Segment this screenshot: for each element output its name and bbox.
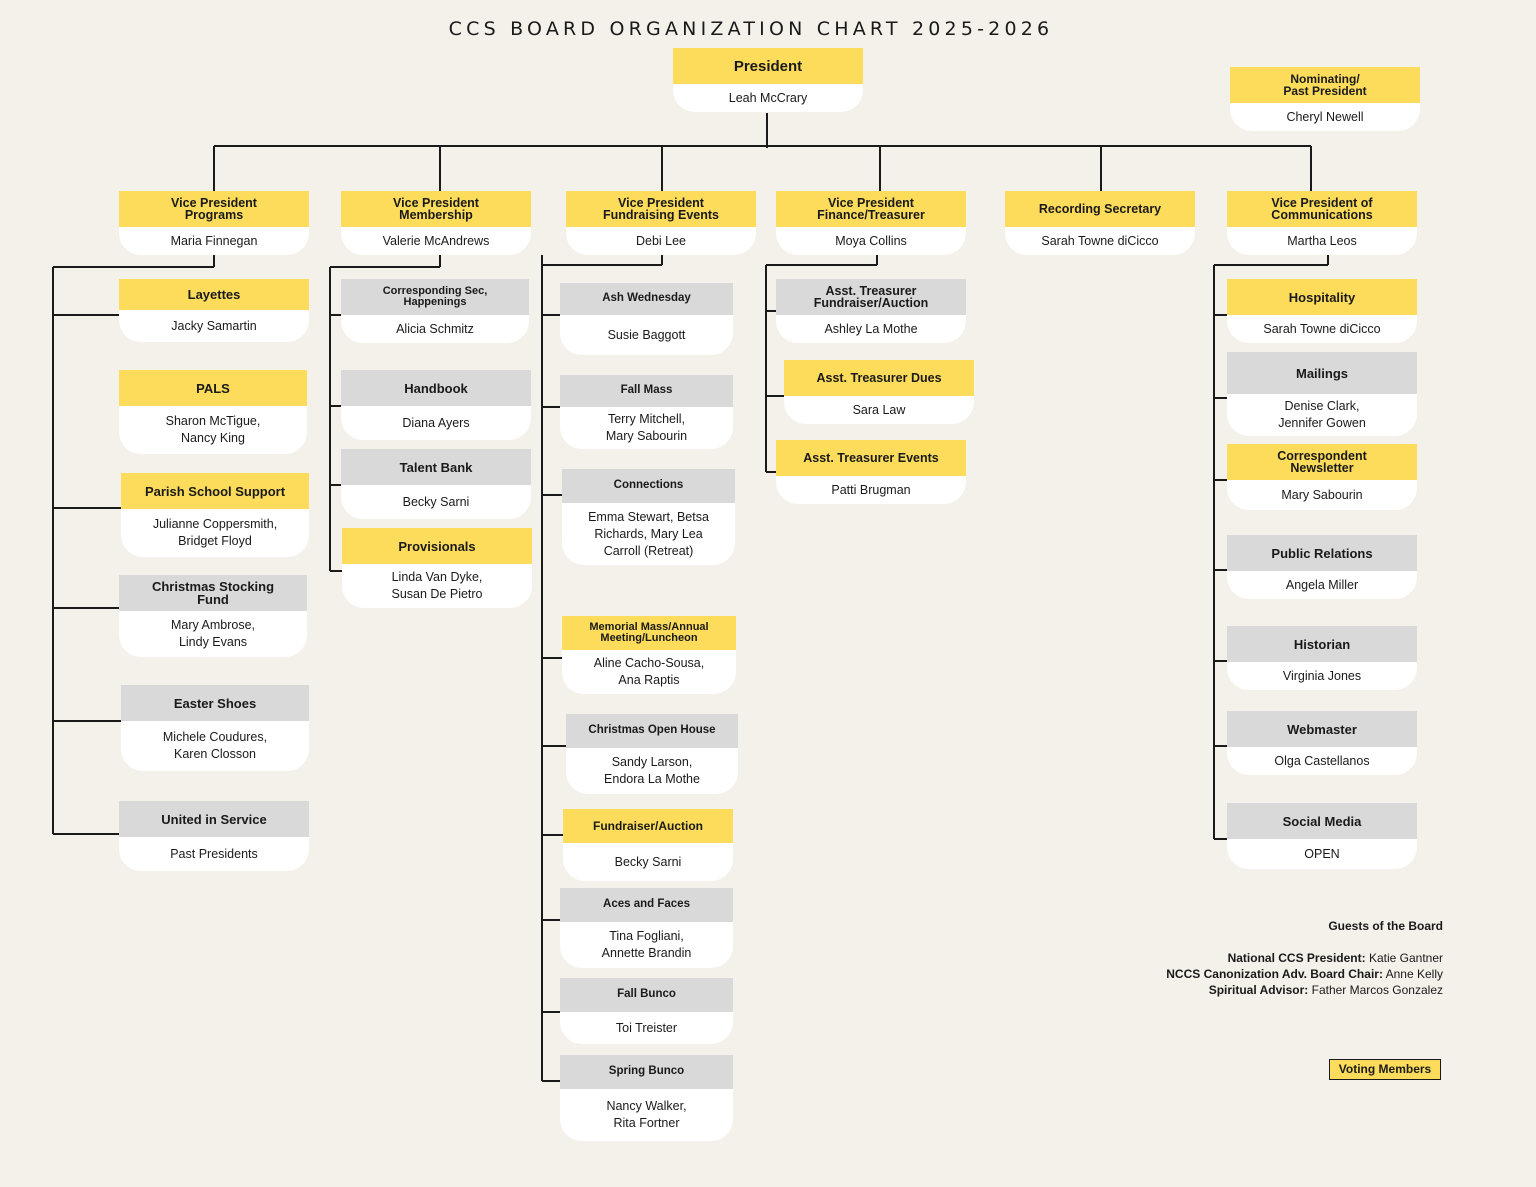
member-name: Cheryl Newell: [1230, 103, 1420, 131]
role-title: Social Media: [1227, 803, 1417, 839]
role-title: Christmas Open House: [566, 714, 738, 748]
member-name: Becky Sarni: [563, 843, 733, 881]
role-title: Talent Bank: [341, 449, 531, 485]
member-name: Diana Ayers: [341, 406, 531, 440]
member-name: Terry Mitchell, Mary Sabourin: [560, 407, 733, 449]
org-box-connections: [562, 469, 735, 565]
role-title: Public Relations: [1227, 535, 1417, 571]
org-box-provisionals: [342, 528, 532, 608]
member-name: Aline Cacho-Sousa, Ana Raptis: [562, 650, 736, 694]
org-box-memorial-mass: [562, 616, 736, 694]
guests-heading: Guests of the Board: [1328, 919, 1443, 933]
org-box-ash-wednesday: [560, 283, 733, 355]
guests-of-the-board: [1166, 918, 1443, 998]
member-name: Ashley La Mothe: [776, 315, 966, 343]
role-title: Vice President Fundraising Events: [566, 191, 756, 227]
member-name: Olga Castellanos: [1227, 747, 1417, 775]
org-box-talent-bank: [341, 449, 531, 519]
member-name: Sarah Towne diCicco: [1005, 227, 1195, 255]
role-title: Memorial Mass/Annual Meeting/Luncheon: [562, 616, 736, 650]
guest-line: [1166, 950, 1443, 966]
member-name: Nancy Walker, Rita Fortner: [560, 1089, 733, 1141]
role-title: Correspondent Newsletter: [1227, 444, 1417, 480]
role-title: Ash Wednesday: [560, 283, 733, 315]
org-box-hospitality: [1227, 279, 1417, 343]
member-name: Patti Brugman: [776, 476, 966, 504]
guest-value: Anne Kelly: [1385, 967, 1443, 981]
role-title: Asst. Treasurer Dues: [784, 360, 974, 396]
role-title: Webmaster: [1227, 711, 1417, 747]
role-title: Christmas Stocking Fund: [119, 575, 307, 611]
role-title: Vice President of Communications: [1227, 191, 1417, 227]
org-box-spring-bunco: [560, 1055, 733, 1141]
org-box-vp-fundraising: [566, 191, 756, 255]
guest-line: [1166, 966, 1443, 982]
role-title: PALS: [119, 370, 307, 406]
member-name: Sarah Towne diCicco: [1227, 315, 1417, 343]
org-box-vp-communications: [1227, 191, 1417, 255]
org-box-easter-shoes: [121, 685, 309, 771]
role-title: Aces and Faces: [560, 888, 733, 922]
role-title: President: [673, 48, 863, 84]
org-box-mailings: [1227, 352, 1417, 436]
role-title: Provisionals: [342, 528, 532, 564]
org-box-webmaster: [1227, 711, 1417, 775]
org-box-parish-school: [121, 473, 309, 557]
org-box-handbook: [341, 370, 531, 440]
org-box-social-media: [1227, 803, 1417, 869]
org-box-president: [673, 48, 863, 112]
member-name: Susie Baggott: [560, 315, 733, 355]
member-name: Maria Finnegan: [119, 227, 309, 255]
org-box-vp-programs: [119, 191, 309, 255]
member-name: Becky Sarni: [341, 485, 531, 519]
member-name: Mary Sabourin: [1227, 480, 1417, 510]
role-title: Fall Bunco: [560, 978, 733, 1012]
role-title: Handbook: [341, 370, 531, 406]
role-title: Easter Shoes: [121, 685, 309, 721]
guest-label: Spiritual Advisor:: [1208, 983, 1309, 997]
role-title: Historian: [1227, 626, 1417, 662]
org-box-fall-mass: [560, 375, 733, 449]
member-name: OPEN: [1227, 839, 1417, 869]
guest-value: Katie Gantner: [1368, 951, 1443, 965]
role-title: Connections: [562, 469, 735, 503]
role-title: Asst. Treasurer Events: [776, 440, 966, 476]
org-box-correspondent-newsletter: [1227, 444, 1417, 510]
org-box-historian: [1227, 626, 1417, 690]
org-box-corresponding-sec: [341, 279, 529, 343]
member-name: Mary Ambrose, Lindy Evans: [119, 611, 307, 657]
member-name: Toi Treister: [560, 1012, 733, 1044]
guest-line: [1166, 982, 1443, 998]
role-title: Mailings: [1227, 352, 1417, 394]
org-box-christmas-stocking: [119, 575, 307, 657]
guest-label: National CCS President:: [1227, 951, 1366, 965]
member-name: Valerie McAndrews: [341, 227, 531, 255]
org-box-fundraiser-auction: [563, 809, 733, 881]
member-name: Leah McCrary: [673, 84, 863, 112]
role-title: Vice President Finance/Treasurer: [776, 191, 966, 227]
role-title: Corresponding Sec, Happenings: [341, 279, 529, 315]
member-name: Martha Leos: [1227, 227, 1417, 255]
member-name: Moya Collins: [776, 227, 966, 255]
role-title: Asst. Treasurer Fundraiser/Auction: [776, 279, 966, 315]
org-box-asst-treasurer-dues: [784, 360, 974, 424]
org-box-asst-treasurer-events: [776, 440, 966, 504]
member-name: Sharon McTigue, Nancy King: [119, 406, 307, 454]
org-box-asst-treasurer-fundraiser: [776, 279, 966, 343]
role-title: Recording Secretary: [1005, 191, 1195, 227]
member-name: Angela Miller: [1227, 571, 1417, 599]
org-box-christmas-open-house: [566, 714, 738, 794]
org-box-aces-faces: [560, 888, 733, 968]
role-title: Vice President Programs: [119, 191, 309, 227]
member-name: Linda Van Dyke, Susan De Pietro: [342, 564, 532, 608]
member-name: Tina Fogliani, Annette Brandin: [560, 922, 733, 968]
role-title: Nominating/ Past President: [1230, 67, 1420, 103]
member-name: Debi Lee: [566, 227, 756, 255]
role-title: Hospitality: [1227, 279, 1417, 315]
org-box-vp-finance: [776, 191, 966, 255]
org-box-pals: [119, 370, 307, 454]
org-box-public-relations: [1227, 535, 1417, 599]
org-box-recording-secretary: [1005, 191, 1195, 255]
guest-label: NCCS Canonization Adv. Board Chair:: [1166, 967, 1383, 981]
role-title: Spring Bunco: [560, 1055, 733, 1089]
chart-title: CCS BOARD ORGANIZATION CHART 2025-2026: [448, 18, 1054, 40]
member-name: Julianne Coppersmith, Bridget Floyd: [121, 509, 309, 557]
member-name: Past Presidents: [119, 837, 309, 871]
role-title: Fall Mass: [560, 375, 733, 407]
voting-members-legend: Voting Members: [1329, 1059, 1441, 1080]
role-title: Fundraiser/Auction: [563, 809, 733, 843]
org-box-fall-bunco: [560, 978, 733, 1044]
member-name: Emma Stewart, Betsa Richards, Mary Lea Carroll (Retreat): [562, 503, 735, 565]
role-title: Vice President Membership: [341, 191, 531, 227]
org-box-united-service: [119, 801, 309, 871]
org-box-layettes: [119, 279, 309, 342]
guest-value: Father Marcos Gonzalez: [1311, 983, 1443, 997]
member-name: Sandy Larson, Endora La Mothe: [566, 748, 738, 794]
member-name: Jacky Samartin: [119, 310, 309, 342]
member-name: Sara Law: [784, 396, 974, 424]
role-title: United in Service: [119, 801, 309, 837]
member-name: Alicia Schmitz: [341, 315, 529, 343]
role-title: Parish School Support: [121, 473, 309, 509]
org-box-nominating: [1230, 67, 1420, 131]
org-box-vp-membership: [341, 191, 531, 255]
member-name: Virginia Jones: [1227, 662, 1417, 690]
member-name: Denise Clark, Jennifer Gowen: [1227, 394, 1417, 436]
member-name: Michele Coudures, Karen Closson: [121, 721, 309, 771]
role-title: Layettes: [119, 279, 309, 310]
